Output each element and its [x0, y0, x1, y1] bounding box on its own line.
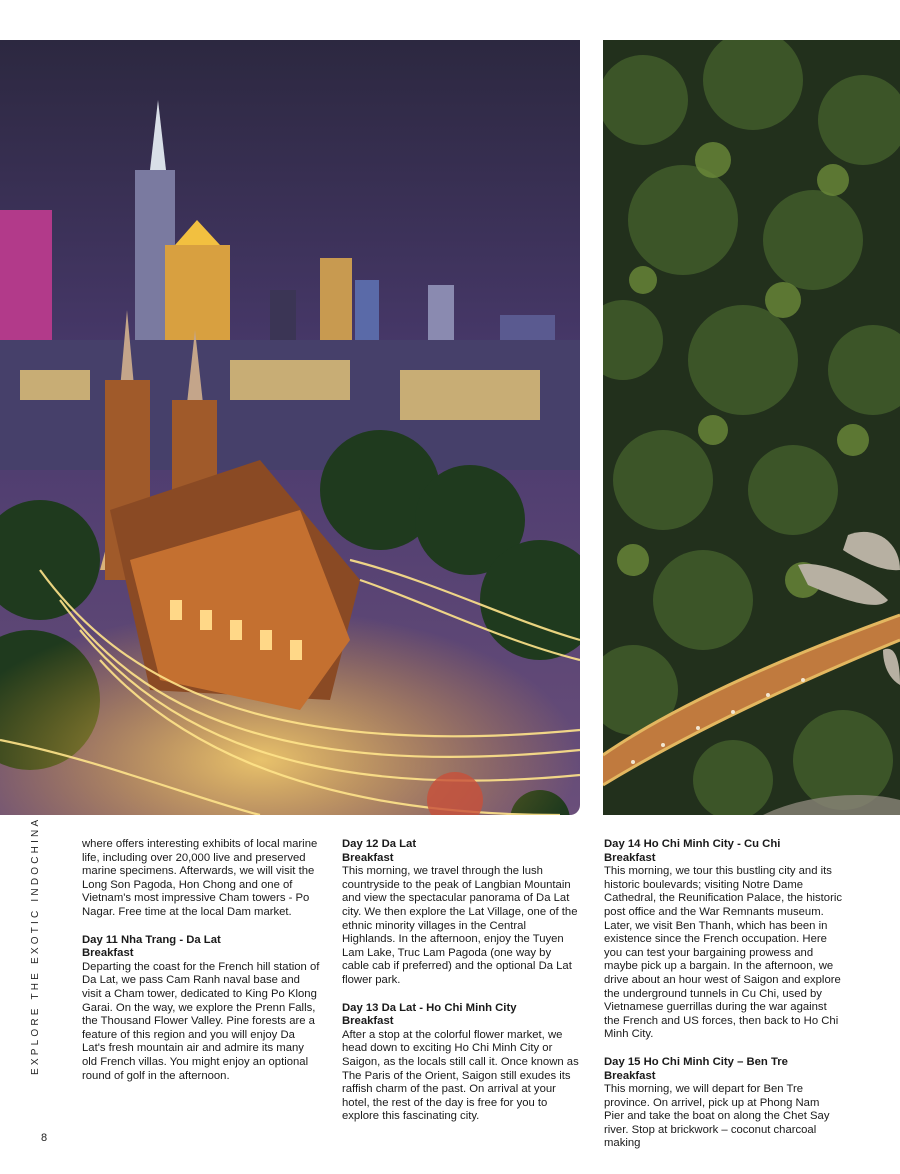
day-meal: Breakfast: [342, 851, 394, 864]
text-column-1: [82, 838, 320, 1083]
text-column-3: [604, 838, 842, 1151]
day-description: Departing the coast for the French hill station of Da Lat, we pass Cam Ranh naval base and visit a Cham tower, dedicated to King Po Klong Garai. On the way, we explore the Prenn Falls, the Thousand Flower Valley. Pine forests are a feature of this region and you will enjoy Da Lat's fresh mountain air and admire its many old French villas. You might enjoy an optional round of golf in the afternoon.: [82, 960, 320, 1082]
golden-bridge-forest-photo: [603, 40, 900, 815]
magazine-side-label: EXPLORE THE EXOTIC INDOCHINA: [30, 816, 41, 1075]
page-number: 8: [41, 1132, 48, 1144]
day-meal: Breakfast: [82, 947, 134, 960]
itinerary-day-15: [604, 1056, 842, 1151]
day-description: This morning, we travel through the lush countryside to the peak of Langbian Mountain and view the spectacular panorama of Da Lat city. We then explore the Lat Village, one of the ethnic minority villages in the Central Highlands. In the afternoon, enjoy the Tuyen Lam Lake, Truc Lam Pagoda (one way by cable cab if preferred) and the optional Da Lat flower park.: [342, 865, 578, 986]
intro-text: where offers interesting exhibits of local marine life, including over 20,000 live and preserved marine specimens. Afterwards, we will visit the Long Son Pagoda, Hon Chong and one of Vietnam's most impressive Cham towers - Po Nagar. Free time at the local Dam market.: [82, 838, 318, 918]
day-title: Day 12 Da Lat: [342, 838, 417, 850]
day-meal: Breakfast: [342, 1015, 394, 1028]
day-title: Day 11 Nha Trang - Da Lat: [82, 933, 221, 946]
text-column-2: [342, 838, 580, 1124]
intro-paragraph: [82, 838, 320, 920]
itinerary-day-11: [82, 934, 320, 1084]
day-meal: Breakfast: [604, 1069, 656, 1082]
itinerary-day-12: [342, 838, 580, 988]
day-description: This morning, we will depart for Ben Tre province. On arrivel, pick up at Phong Nam Pier and take the boat on along the Chet Say river. Stop at brickwork – coconut charcoal making: [604, 1083, 830, 1150]
day-title: Day 15 Ho Chi Minh City – Ben Tre: [604, 1055, 788, 1068]
itinerary-day-14: [604, 838, 842, 1042]
saigon-cathedral-night-photo: [0, 40, 580, 815]
day-meal: Breakfast: [604, 851, 656, 864]
day-description: This morning, we tour this bustling city and its historic boulevards; visiting Notre Dame Cathedral, the Reunification Palace, the historic post office and the War Remnants museum. Later, we visit Ben Thanh, which has been in existence since the French occupation. Here you can test your bargaining prowess and maybe pick up a bargain. In the afternoon, we drive about an hour west of Saigon and explore the underground tunnels in Cu Chi, used by Vietnamese guerrillas during the war against the French and US forces, then back to Ho Chi Minh City.: [604, 865, 842, 1041]
day-description: After a stop at the colorful flower market, we head down to exciting Ho Chi Minh City or Saigon, as the locals still call it. Once known as The Paris of the Orient, Saigon still exudes its raffish charm of the past. On arrival at your hotel, the rest of the day is free for you to explore this fascinating city.: [342, 1028, 579, 1123]
itinerary-day-13: [342, 1002, 580, 1124]
day-title: Day 13 Da Lat - Ho Chi Minh City: [342, 1001, 517, 1014]
day-title: Day 14 Ho Chi Minh City - Cu Chi: [604, 838, 781, 850]
